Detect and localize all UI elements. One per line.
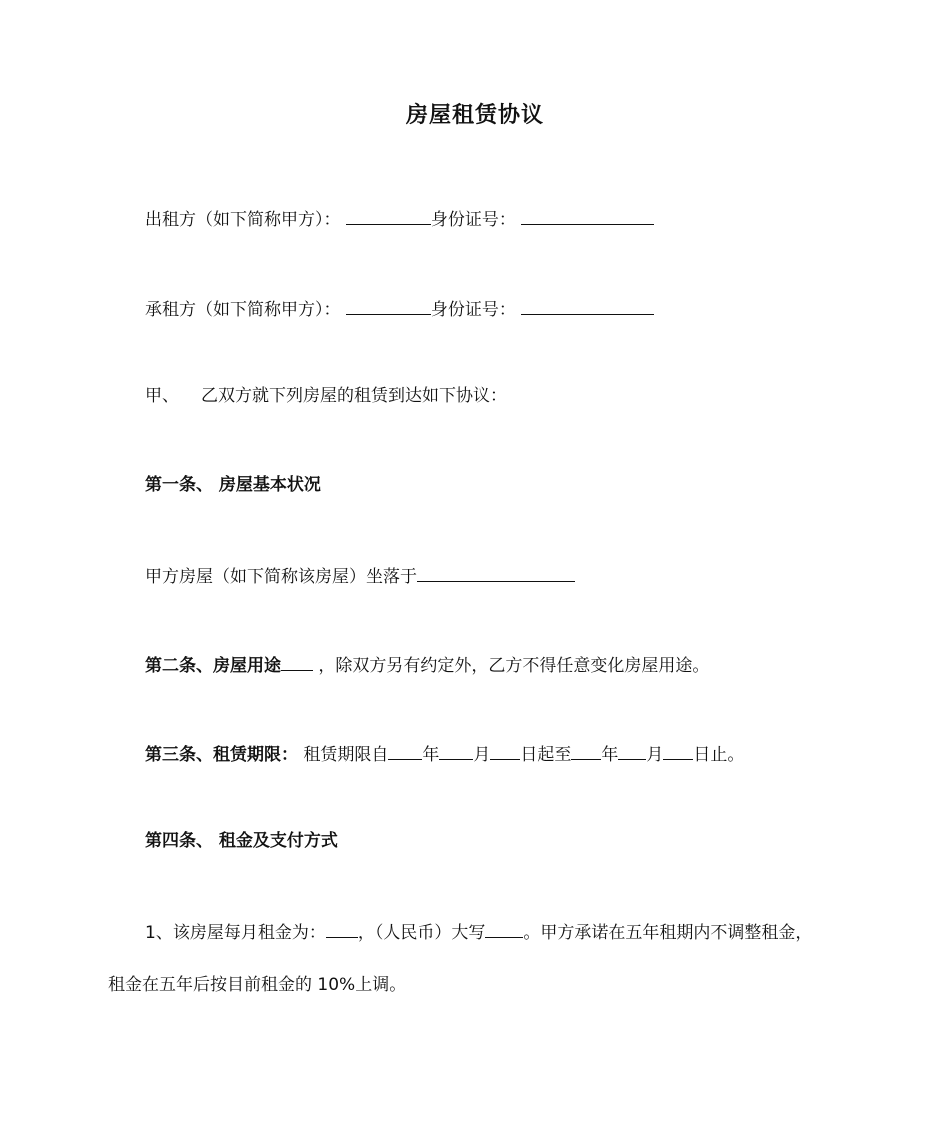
article3-heading: 第三条、租赁期限： [145, 745, 298, 765]
article4-item1-continuation: 租金在五年后按目前租金的 10%上调。 [108, 975, 407, 995]
intro-text: 乙双方就下列房屋的租赁到达如下协议： [201, 386, 507, 406]
article2-line [145, 651, 709, 678]
lessor-id-blank [521, 205, 654, 225]
lessor-name-blank [346, 205, 431, 225]
article3-month2: 月 [646, 745, 664, 765]
article3-year1: 年 [422, 745, 440, 765]
article4-item1-part2: ，（人民币）大写 [357, 923, 486, 943]
lessor-line [145, 205, 654, 232]
article3-day1: 日起至 [520, 745, 572, 765]
intro-prefix: 甲、 [145, 386, 179, 406]
article3-year2: 年 [601, 745, 619, 765]
lessor-id-label: 身份证号： [430, 210, 516, 230]
lessee-name-blank [346, 295, 431, 315]
article1-heading: 第一条、 房屋基本状况 [145, 475, 321, 495]
article3-month1: 月 [473, 745, 491, 765]
article2-heading: 第二条、房屋用途 [145, 656, 281, 676]
start-day-blank [490, 740, 520, 760]
article4-heading: 第四条、 租金及支付方式 [145, 831, 338, 851]
rent-amount-blank [326, 918, 358, 938]
lessee-label: 承租方（如下简称甲方）： [145, 300, 341, 320]
lessee-id-label: 身份证号： [430, 300, 516, 320]
article2-body: ，除双方另有约定外，乙方不得任意变化房屋用途。 [318, 656, 710, 676]
article4-item1-line [145, 918, 812, 945]
end-day-blank [663, 740, 693, 760]
article3-day2: 日止。 [693, 745, 745, 765]
end-month-blank [618, 740, 646, 760]
start-year-blank [388, 740, 422, 760]
address-blank [417, 562, 575, 582]
lessee-line [145, 295, 654, 322]
rent-uppercase-blank [485, 918, 523, 938]
usage-blank [281, 651, 313, 671]
intro-line [145, 384, 507, 408]
end-year-blank [571, 740, 601, 760]
lessor-label: 出租方（如下简称甲方）： [145, 210, 341, 230]
article1-body: 甲方房屋（如下简称该房屋）坐落于 [145, 567, 417, 587]
article3-text-start: 租赁期限自 [303, 745, 389, 765]
article1-body-line [145, 562, 575, 589]
start-month-blank [439, 740, 473, 760]
article3-line [145, 740, 744, 767]
document-title: 房屋租赁协议 [405, 103, 544, 128]
article4-item1-part1: 1、该房屋每月租金为： [145, 923, 326, 943]
article4-item1-part3: 。甲方承诺在五年租期内不调整租金， [523, 923, 813, 943]
lessee-id-blank [521, 295, 654, 315]
